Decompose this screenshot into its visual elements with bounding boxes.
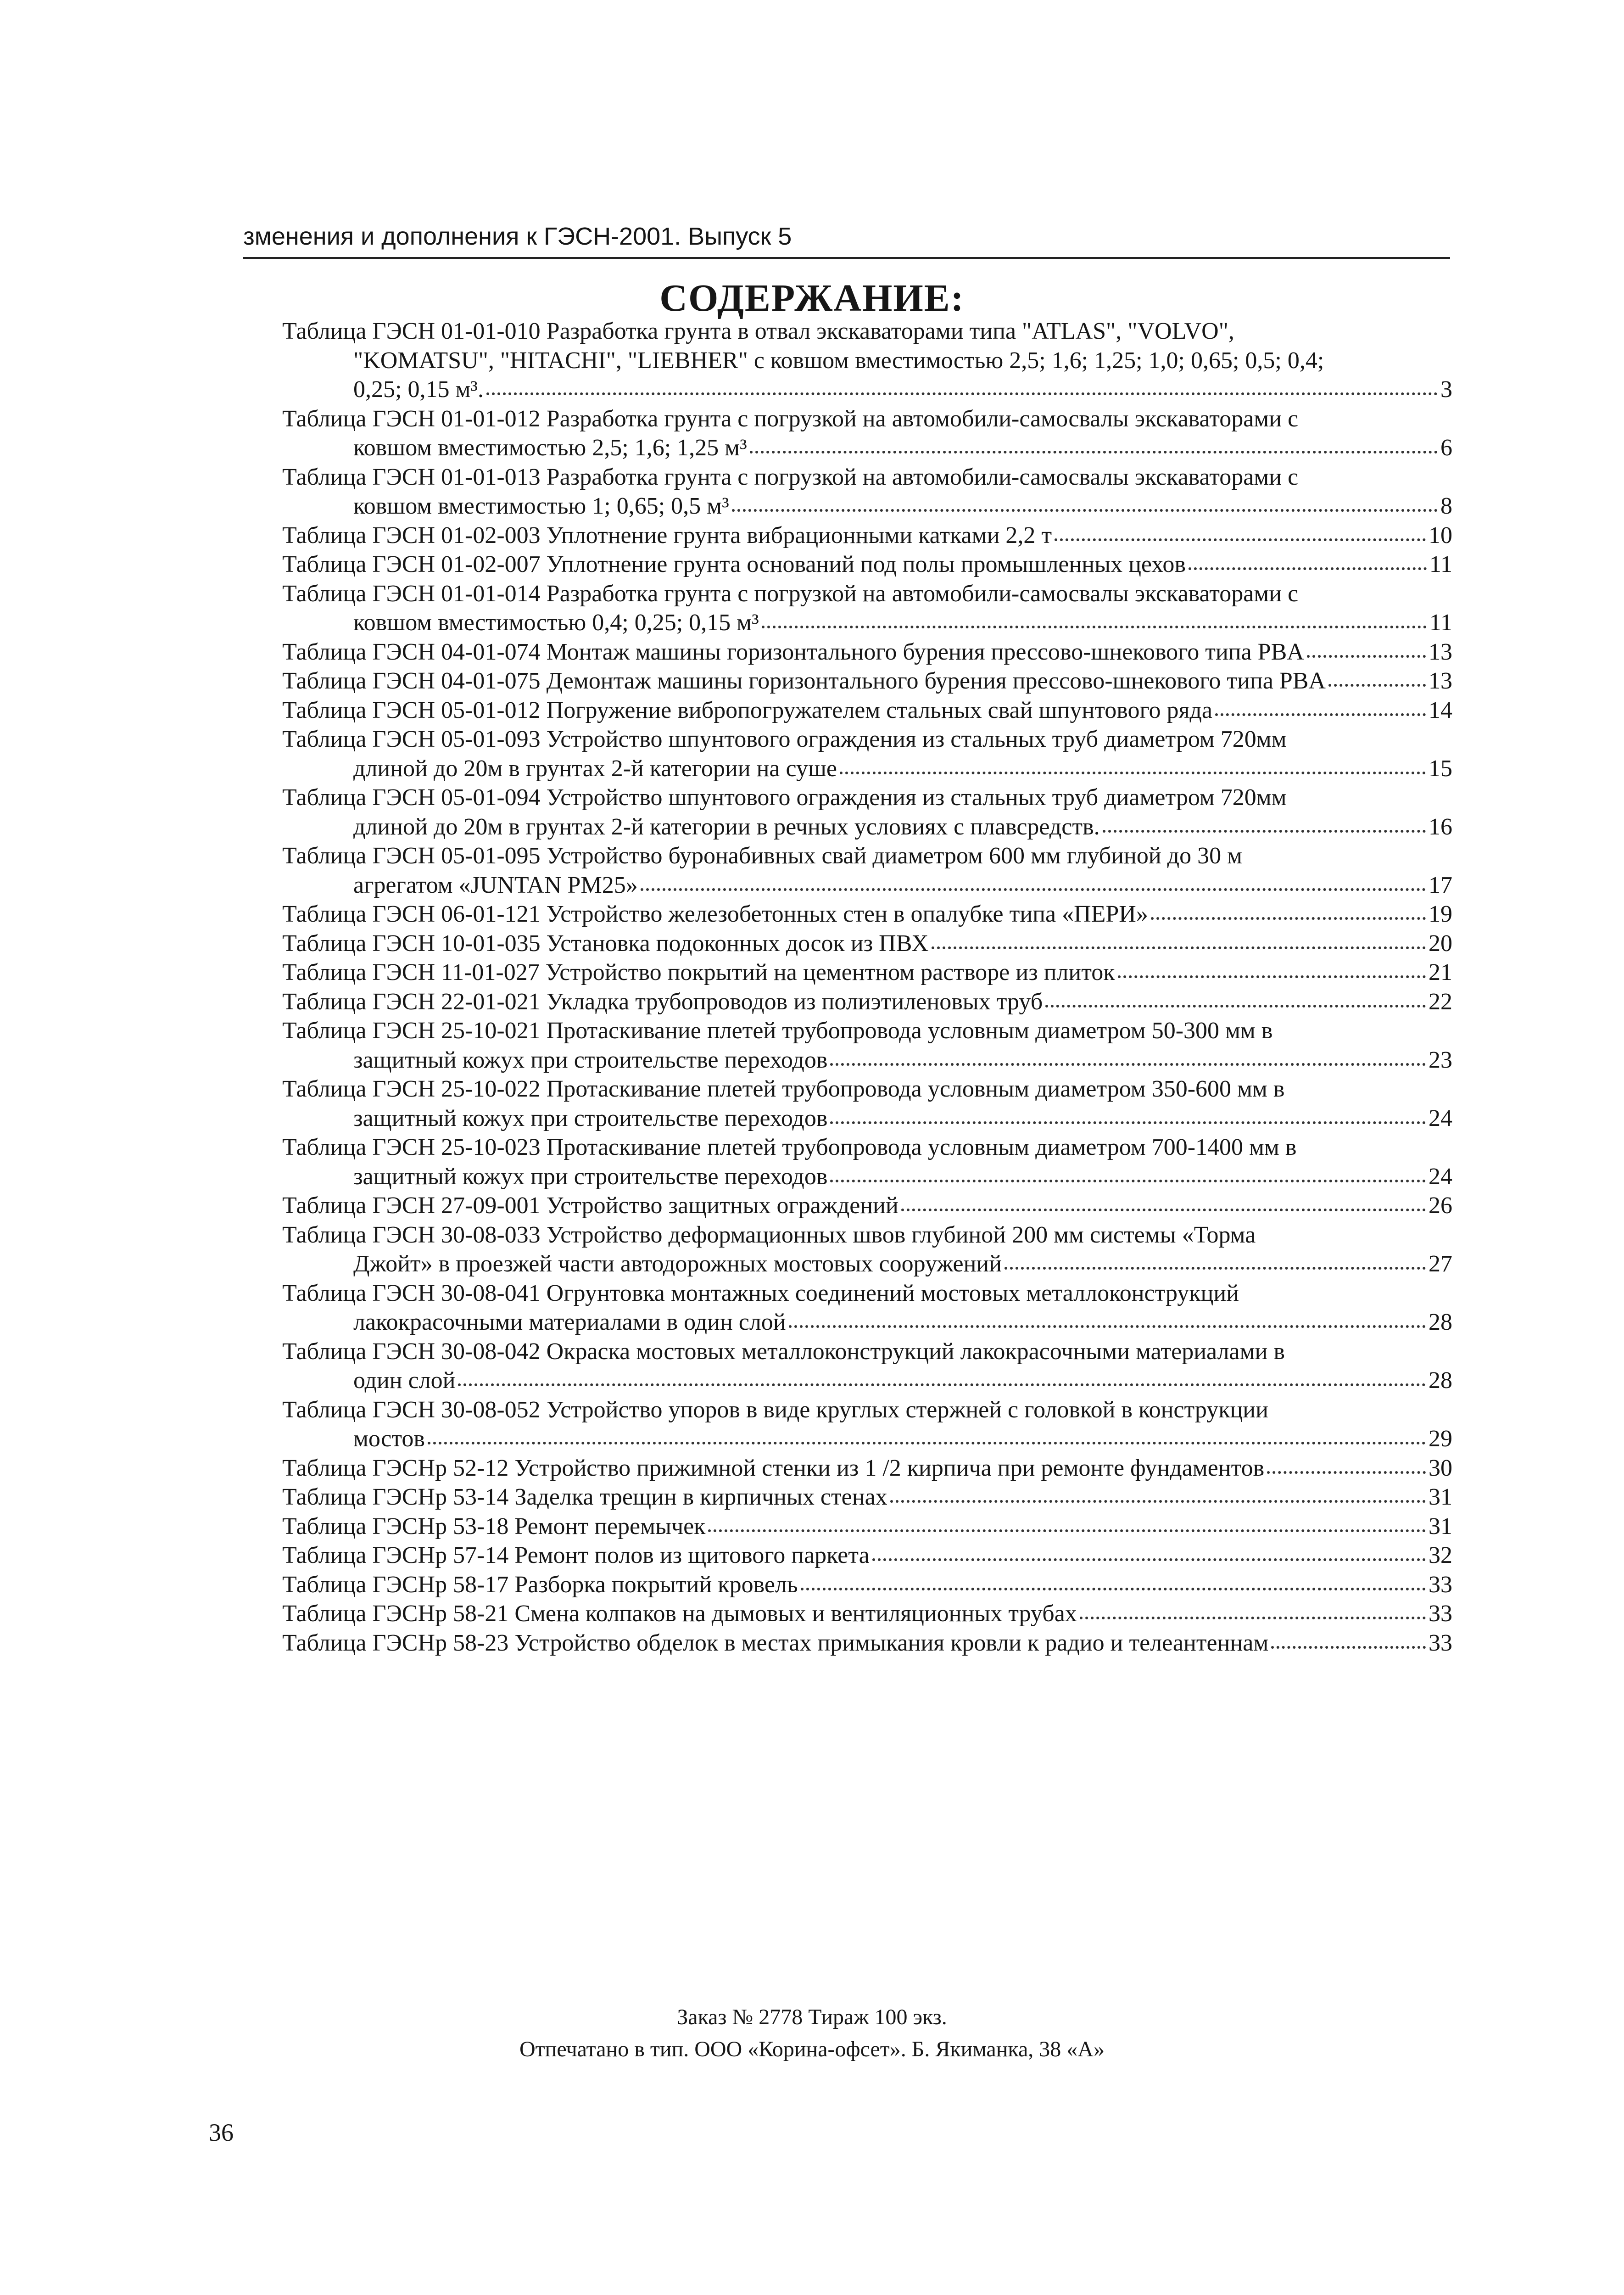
toc-page-number: 13	[1429, 668, 1452, 694]
toc-entry-text: Таблица ГЭСНр 58-23 Устройство обделок в местах примыкания кровли к радио и телеантеннам	[282, 1629, 1269, 1656]
toc-entry	[282, 1279, 1452, 1337]
toc-entry	[282, 1133, 1452, 1191]
toc-entry-text: один слой	[353, 1367, 456, 1394]
dot-leader	[1080, 1617, 1426, 1619]
toc-entry	[282, 900, 1452, 929]
toc-entry-text: мостов	[353, 1426, 425, 1452]
dot-leader	[1055, 538, 1426, 541]
toc-entry-text: Таблица ГЭСН 25-10-022 Протаскивание плетей трубопровода условным диаметром 350-600 мм в	[282, 1076, 1285, 1102]
dot-leader	[872, 1558, 1426, 1561]
toc-page-number: 30	[1429, 1455, 1452, 1481]
toc-page-number: 17	[1429, 872, 1452, 898]
toc-page-number: 11	[1429, 610, 1452, 636]
toc-entry-text: защитный кожух при строительстве переходов	[353, 1047, 828, 1073]
toc-entry-line	[282, 433, 1452, 463]
header-rule	[243, 257, 1450, 259]
dot-leader	[1189, 567, 1427, 570]
toc-page-number: 3	[1440, 376, 1452, 403]
toc-entry-text: защитный кожух при строительстве переходов	[353, 1163, 828, 1190]
toc-entry-text: Таблица ГЭСНр 52-12 Устройство прижимной стенки из 1 /2 кирпича при ремонте фундаментов	[282, 1455, 1265, 1481]
toc-entry-text: ковшом вместимостью 0,4; 0,25; 0,15 м³	[353, 610, 759, 636]
toc-entry	[282, 638, 1452, 667]
toc-entry-line	[282, 608, 1452, 638]
dot-leader	[801, 1588, 1426, 1590]
toc-entry-text: Таблица ГЭСН 25-10-023 Протаскивание плетей трубопровода условным диаметром 700-1400 мм в	[282, 1134, 1297, 1160]
toc-entry	[282, 1512, 1452, 1541]
toc-entry-text: Таблица ГЭСНр 58-21 Смена колпаков на дымовых и вентиляционных трубах	[282, 1601, 1077, 1627]
toc-page-number: 21	[1429, 959, 1452, 985]
toc-entry-text: Таблица ГЭСН 05-01-095 Устройство буронабивных свай диаметром 600 мм глубиной до 30 м	[282, 843, 1243, 869]
toc-entry-line	[282, 492, 1452, 521]
toc-entry-text: Таблица ГЭСНр 53-18 Ремонт перемычек	[282, 1513, 706, 1539]
dot-leader	[830, 1180, 1426, 1182]
toc-page-number: 19	[1429, 901, 1452, 927]
toc-entry-line	[282, 1366, 1452, 1395]
toc-entry-line	[282, 958, 1452, 987]
dot-leader	[732, 509, 1438, 512]
dot-leader	[890, 1500, 1426, 1503]
toc-page-number: 29	[1429, 1426, 1452, 1452]
toc-page-number: 31	[1429, 1484, 1452, 1510]
toc-entry-line	[282, 929, 1452, 958]
toc-entry	[282, 521, 1452, 550]
toc-entry-text: ковшом вместимостью 2,5; 1,6; 1,25 м³	[353, 435, 747, 461]
toc-entry	[282, 317, 1452, 404]
toc-entry-text: Таблица ГЭСН 05-01-093 Устройство шпунтового ограждения из стальных труб диаметром 720мм	[282, 726, 1287, 752]
dot-leader	[641, 888, 1426, 891]
toc-entry-text: Таблица ГЭСН 01-01-013 Разработка грунта с погрузкой на автомобили-самосвалы экскаваторами с	[282, 464, 1299, 490]
toc-entry-line	[282, 754, 1452, 784]
toc-entry-text: Таблица ГЭСН 04-01-075 Демонтаж машины горизонтального бурения прессово-шнекового типа PBA	[282, 668, 1326, 694]
dot-leader	[1005, 1267, 1426, 1270]
toc-entry-text: Таблица ГЭСН 22-01-021 Укладка трубопроводов из полиэтиленовых труб	[282, 988, 1043, 1015]
toc-page-number: 11	[1429, 551, 1452, 577]
toc-page-number: 28	[1429, 1309, 1452, 1335]
toc-entry	[282, 463, 1452, 521]
toc-page-number: 6	[1440, 435, 1452, 461]
dot-leader	[458, 1383, 1426, 1386]
dot-leader	[1118, 975, 1426, 978]
toc-entry-line	[282, 638, 1452, 667]
toc-entry-line	[282, 1046, 1452, 1075]
toc-entry	[282, 1454, 1452, 1483]
toc-entry-text: Таблица ГЭСН 30-08-033 Устройство деформационных швов глубиной 200 мм системы «Торма	[282, 1221, 1256, 1248]
toc-entry-text: Таблица ГЭСНр 58-17 Разборка покрытий кровель	[282, 1571, 798, 1598]
toc-entry	[282, 1016, 1452, 1075]
toc-entry-text: Таблица ГЭСН 05-01-094 Устройство шпунтового ограждения из стальных труб диаметром 720мм	[282, 784, 1287, 811]
toc-entry	[282, 579, 1452, 638]
toc-entry-text: Таблица ГЭСН 01-01-012 Разработка грунта с погрузкой на автомобили-самосвалы экскаваторами с	[282, 405, 1299, 432]
toc-entry-line	[282, 1249, 1452, 1279]
toc-entry-text: "KOMATSU", "HITACHI", "LIEBHER" с ковшом вместимостью 2,5; 1,6; 1,25; 1,0; 0,65; 0,5; 0,4;	[353, 347, 1324, 374]
dot-leader	[1328, 684, 1426, 687]
toc-entry-line	[282, 696, 1452, 725]
dot-leader	[830, 1121, 1426, 1124]
toc-entry-text: Таблица ГЭСН 30-08-052 Устройство упоров в виде круглых стержней с головкой в конструкции	[282, 1396, 1268, 1423]
toc-entry-line	[282, 1104, 1452, 1133]
toc-entry-line	[282, 812, 1452, 842]
dot-leader	[708, 1529, 1426, 1532]
toc-page-number: 33	[1429, 1571, 1452, 1598]
toc-page-number: 15	[1429, 755, 1452, 782]
toc-entry-text: Таблица ГЭСН 30-08-041 Огрунтовка монтажных соединений мостовых металлоконструкций	[282, 1280, 1239, 1306]
toc-entry	[282, 1570, 1452, 1600]
imprint-order-line: Заказ № 2778 Тираж 100 экз.	[677, 2005, 947, 2029]
toc-entry-text: длиной до 20м в грунтах 2-й категории в речных условиях с плавсредств.	[353, 813, 1100, 840]
toc-page-number: 10	[1429, 522, 1452, 549]
toc-page-number: 31	[1429, 1513, 1452, 1539]
toc-entry-line	[282, 1570, 1452, 1600]
dot-leader	[750, 451, 1438, 453]
toc-page-number: 24	[1429, 1105, 1452, 1131]
toc-entry-line	[282, 1424, 1452, 1454]
toc-entry-line	[282, 1599, 1452, 1629]
toc-entry-text: Таблица ГЭСН 25-10-021 Протаскивание плетей трубопровода условным диаметром 50-300 мм в	[282, 1018, 1273, 1044]
dot-leader	[932, 946, 1426, 949]
toc-entry-line	[282, 666, 1452, 696]
toc-entry-line	[282, 1191, 1452, 1220]
toc-entry	[282, 1220, 1452, 1279]
dot-leader	[901, 1209, 1426, 1211]
dot-leader	[830, 1063, 1426, 1066]
dot-leader	[840, 772, 1426, 774]
table-of-contents	[282, 317, 1452, 1657]
toc-entry-line	[282, 900, 1452, 929]
toc-page-number: 28	[1429, 1367, 1452, 1394]
toc-entry	[282, 1629, 1452, 1658]
dot-leader	[428, 1442, 1426, 1444]
toc-entry-text: агрегатом «JUNTAN PM25»	[353, 872, 638, 898]
toc-entry	[282, 987, 1452, 1017]
toc-entry	[282, 1599, 1452, 1629]
toc-entry-text: длиной до 20м в грунтах 2-й категории на суше	[353, 755, 837, 782]
toc-entry-line	[282, 521, 1452, 550]
toc-entry-text: Таблица ГЭСН 11-01-027 Устройство покрытий на цементном растворе из плиток	[282, 959, 1115, 985]
dot-leader	[1267, 1471, 1426, 1474]
toc-entry-line	[282, 1483, 1452, 1512]
toc-entry-text: ковшом вместимостью 1; 0,65; 0,5 м³	[353, 493, 729, 519]
toc-entry-line	[282, 1541, 1452, 1570]
toc-entry	[282, 1541, 1452, 1570]
toc-entry-line	[282, 871, 1452, 900]
dot-leader	[1045, 1005, 1426, 1008]
toc-entry-text: Таблица ГЭСН 10-01-035 Установка подоконных досок из ПВХ	[282, 930, 929, 957]
toc-entry-line	[282, 550, 1452, 579]
toc-entry	[282, 1075, 1452, 1133]
toc-entry	[282, 1483, 1452, 1512]
toc-entry-text: защитный кожух при строительстве переходов	[353, 1105, 828, 1131]
dot-leader	[789, 1325, 1426, 1328]
toc-entry	[282, 841, 1452, 900]
dot-leader	[1215, 713, 1426, 716]
toc-page-number: 16	[1429, 813, 1452, 840]
toc-entry-text: Таблица ГЭСНр 53-14 Заделка трещин в кирпичных стенах	[282, 1484, 887, 1510]
toc-entry-text: Таблица ГЭСН 05-01-012 Погружение вибропогружателем стальных свай шпунтового ряда	[282, 697, 1212, 723]
toc-entry-text: Таблица ГЭСНр 57-14 Ремонт полов из щитового паркета	[282, 1542, 870, 1568]
page-number: 36	[209, 2119, 234, 2146]
dot-leader	[1271, 1646, 1426, 1649]
toc-page-number: 33	[1429, 1601, 1452, 1627]
toc-entry-text: Таблица ГЭСН 04-01-074 Монтаж машины горизонтального бурения прессово-шнекового типа PBA	[282, 638, 1304, 665]
toc-entry-text: лакокрасочными материалами в один слой	[353, 1309, 786, 1335]
toc-page-number: 26	[1429, 1192, 1452, 1219]
toc-entry-line	[282, 1512, 1452, 1541]
toc-page-number: 23	[1429, 1047, 1452, 1073]
toc-entry	[282, 696, 1452, 725]
toc-page-number: 33	[1429, 1629, 1452, 1656]
toc-entry-line	[282, 1629, 1452, 1658]
toc-entry-text: Таблица ГЭСН 30-08-042 Окраска мостовых металлоконструкций лакокрасочными материалами в	[282, 1338, 1285, 1365]
toc-entry	[282, 783, 1452, 841]
toc-page-number: 22	[1429, 988, 1452, 1015]
toc-entry	[282, 725, 1452, 783]
dot-leader	[486, 392, 1438, 395]
toc-page-number: 24	[1429, 1163, 1452, 1190]
toc-entry	[282, 929, 1452, 958]
toc-entry	[282, 550, 1452, 579]
toc-entry-text: Джойт» в проезжей части автодорожных мостовых сооружений	[353, 1251, 1002, 1277]
imprint	[0, 2001, 1624, 2066]
toc-entry-text: Таблица ГЭСН 27-09-001 Устройство защитных ограждений	[282, 1192, 899, 1219]
toc-page-number: 13	[1429, 638, 1452, 665]
toc-entry-line	[282, 1162, 1452, 1192]
toc-page-number: 27	[1429, 1251, 1452, 1277]
dot-leader	[1307, 655, 1426, 658]
toc-entry	[282, 1395, 1452, 1454]
dot-leader	[1103, 830, 1426, 833]
toc-entry-text: Таблица ГЭСН 01-02-007 Уплотнение грунта оснований под полы промышленных цехов	[282, 551, 1186, 577]
toc-page-number: 32	[1429, 1542, 1452, 1568]
imprint-printer-line: Отпечатано в тип. ООО «Корина-офсет». Б. Якиманка, 38 «А»	[519, 2037, 1105, 2061]
dot-leader	[1151, 917, 1426, 920]
toc-entry-text: Таблица ГЭСН 06-01-121 Устройство железобетонных стен в опалубке типа «ПЕРИ»	[282, 901, 1148, 927]
toc-entry-text: Таблица ГЭСН 01-01-010 Разработка грунта в отвал экскаваторами типа "ATLAS", "VOLVO",	[282, 318, 1234, 344]
toc-entry-text: Таблица ГЭСН 01-01-014 Разработка грунта с погрузкой на автомобили-самосвалы экскаваторами с	[282, 580, 1299, 607]
toc-entry-line	[282, 987, 1452, 1017]
toc-entry-line	[282, 1454, 1452, 1483]
toc-page-number: 14	[1429, 697, 1452, 723]
toc-page-number: 20	[1429, 930, 1452, 957]
toc-entry	[282, 404, 1452, 463]
page-title: СОДЕРЖАНИЕ:	[659, 277, 965, 319]
toc-entry-text: Таблица ГЭСН 01-02-003 Уплотнение грунта вибрационными катками 2,2 т	[282, 522, 1052, 549]
dot-leader	[762, 626, 1427, 628]
toc-entry	[282, 1191, 1452, 1220]
toc-entry	[282, 666, 1452, 696]
running-header: зменения и дополнения к ГЭСН-2001. Выпуск 5	[243, 223, 792, 250]
toc-entry-line	[282, 375, 1452, 404]
toc-entry-line	[282, 1308, 1452, 1337]
toc-entry	[282, 958, 1452, 987]
toc-page-number: 8	[1440, 493, 1452, 519]
toc-entry-text: 0,25; 0,15 м³.	[353, 376, 484, 403]
toc-entry	[282, 1337, 1452, 1395]
